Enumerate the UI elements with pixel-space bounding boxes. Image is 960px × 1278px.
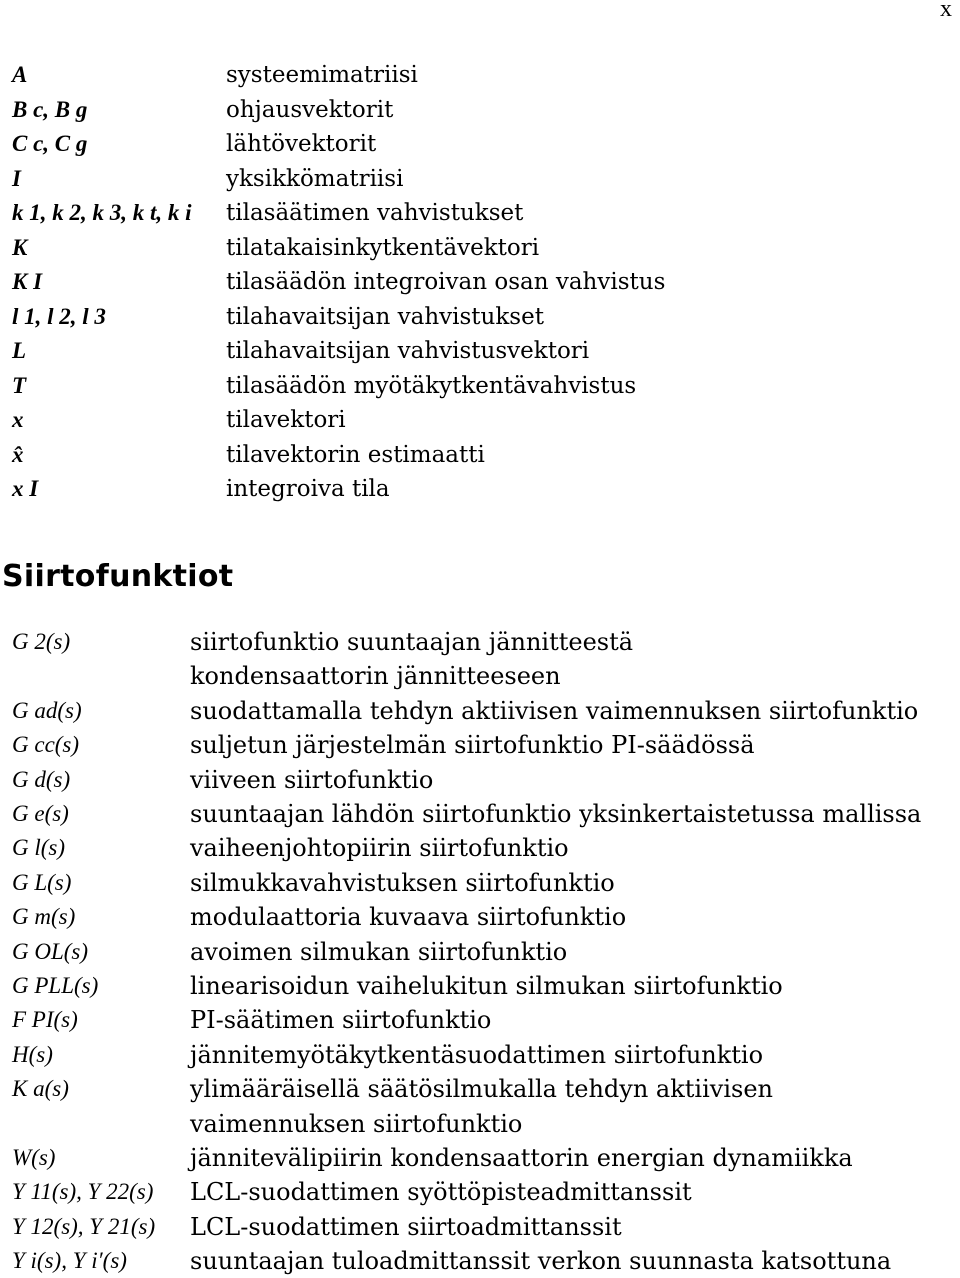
transfer-function-row xyxy=(0,1210,960,1244)
transfer-function-description: jännitemyötäkytkentäsuodattimen siirtofunktio xyxy=(190,1040,764,1069)
symbol-description: systeemimatriisi xyxy=(226,62,418,88)
transfer-function-description: avoimen silmukan siirtofunktio xyxy=(190,937,568,966)
symbol-row xyxy=(0,403,960,437)
symbol-symbol: T xyxy=(12,372,27,398)
transfer-function-description: suuntaajan lähdön siirtofunktio yksinkertaistetussa mallissa xyxy=(190,800,922,828)
transfer-function-symbol: G OL(s) xyxy=(12,938,89,964)
symbol-description: tilahavaitsijan vahvistukset xyxy=(226,303,544,330)
symbol-symbol: I xyxy=(12,165,21,191)
symbol-row xyxy=(0,162,960,196)
transfer-function-row xyxy=(0,728,960,762)
transfer-function-row xyxy=(0,1244,960,1278)
symbol-row xyxy=(0,438,960,472)
transfer-function-description: viiveen siirtofunktio xyxy=(190,765,434,794)
transfer-function-description: LCL-suodattimen siirtoadmittanssit xyxy=(190,1212,622,1241)
symbol-symbol: K xyxy=(12,234,28,260)
transfer-function-row xyxy=(0,625,960,659)
symbol-symbol: L xyxy=(12,338,27,363)
transfer-function-description: vaiheenjohtopiirin siirtofunktio xyxy=(190,834,569,863)
transfer-function-symbol: K a(s) xyxy=(12,1076,69,1102)
transfer-function-symbol: F PI(s) xyxy=(12,1007,78,1033)
symbol-row xyxy=(0,58,960,92)
symbol-symbol: x I xyxy=(12,476,39,501)
symbol-symbol: B c, B g xyxy=(12,96,88,122)
symbol-symbol: A xyxy=(12,62,28,87)
transfer-function-symbol: H(s) xyxy=(12,1041,53,1067)
transfer-function-row xyxy=(0,969,960,1003)
symbol-symbol: x̂ xyxy=(12,441,24,467)
transfer-function-description: vaimennuksen siirtofunktio xyxy=(190,1109,523,1138)
transfer-function-description: silmukkavahvistuksen siirtofunktio xyxy=(190,868,615,897)
transfer-function-symbol: Y i(s), Y i′(s) xyxy=(12,1248,127,1274)
transfer-function-row xyxy=(0,866,960,900)
section-heading: Siirtofunktiot xyxy=(2,559,234,594)
transfer-function-row xyxy=(0,1072,960,1106)
transfer-function-row xyxy=(0,831,960,865)
symbol-description: lähtövektorit xyxy=(226,131,377,157)
symbol-row xyxy=(0,196,960,230)
transfer-function-row xyxy=(0,797,960,831)
symbol-row xyxy=(0,472,960,506)
transfer-function-symbol: G 2(s) xyxy=(12,629,71,654)
symbol-symbol: l 1, l 2, l 3 xyxy=(12,303,106,329)
symbol-description: tilasäädön integroivan osan vahvistus xyxy=(226,269,666,295)
transfer-function-row xyxy=(0,1003,960,1037)
transfer-function-symbol: G m(s) xyxy=(12,904,76,930)
transfer-function-description: suodattamalla tehdyn aktiivisen vaimennuksen siirtofunktio xyxy=(190,696,919,725)
transfer-function-description: ylimääräisellä säätösilmukalla tehdyn aktiivisen xyxy=(190,1075,773,1104)
transfer-function-symbol: G cc(s) xyxy=(12,732,80,758)
symbol-row xyxy=(0,127,960,161)
symbol-symbol: C c, C g xyxy=(12,131,88,156)
transfer-function-row xyxy=(0,694,960,728)
transfer-function-symbol: Y 12(s), Y 21(s) xyxy=(12,1213,156,1239)
transfer-function-symbol: W(s) xyxy=(12,1145,56,1170)
symbol-symbol: K I xyxy=(12,269,43,294)
symbol-description: tilavektori xyxy=(226,407,346,433)
symbol-description: tilatakaisinkytkentävektori xyxy=(226,234,540,261)
transfer-function-row xyxy=(0,659,960,693)
transfer-function-row xyxy=(0,935,960,969)
symbol-description: ohjausvektorit xyxy=(226,96,394,123)
transfer-function-row xyxy=(0,1141,960,1175)
symbol-row xyxy=(0,300,960,334)
symbol-row xyxy=(0,231,960,265)
corner-mark: x xyxy=(940,0,952,22)
transfer-function-symbol: G e(s) xyxy=(12,801,69,826)
transfer-function-description: suljetun järjestelmän siirtofunktio PI-säädössä xyxy=(190,731,755,760)
symbol-description: yksikkömatriisi xyxy=(226,165,404,192)
transfer-function-description: siirtofunktio suuntaajan jännitteestä xyxy=(190,628,634,656)
transfer-function-row xyxy=(0,1038,960,1072)
transfer-function-description: kondensaattorin jännitteeseen xyxy=(190,662,561,691)
transfer-function-description: modulaattoria kuvaava siirtofunktio xyxy=(190,903,627,932)
symbol-symbol: x xyxy=(12,407,24,432)
transfer-function-row xyxy=(0,1107,960,1141)
symbol-description: tilasäädön myötäkytkentävahvistus xyxy=(226,372,637,399)
transfer-function-row xyxy=(0,900,960,934)
symbol-row xyxy=(0,265,960,299)
transfer-function-symbol: Y 11(s), Y 22(s) xyxy=(12,1179,154,1205)
symbol-description: tilasäätimen vahvistukset xyxy=(226,200,524,226)
transfer-function-symbol: G ad(s) xyxy=(12,697,82,723)
transfer-function-description: linearisoidun vaihelukitun silmukan siirtofunktio xyxy=(190,972,783,1000)
transfer-function-row xyxy=(0,763,960,797)
transfer-function-row xyxy=(0,1175,960,1209)
symbol-row xyxy=(0,93,960,127)
transfer-function-symbol: G L(s) xyxy=(12,869,72,895)
transfer-function-symbol: G PLL(s) xyxy=(12,973,99,998)
transfer-function-description: PI-säätimen siirtofunktio xyxy=(190,1006,492,1035)
symbol-description: integroiva tila xyxy=(226,476,390,502)
symbol-description: tilavektorin estimaatti xyxy=(226,441,485,468)
transfer-function-description: jännitevälipiirin kondensaattorin energian dynamiikka xyxy=(190,1144,853,1172)
transfer-function-description: LCL-suodattimen syöttöpisteadmittanssit xyxy=(190,1178,692,1207)
symbol-row xyxy=(0,334,960,368)
symbol-row xyxy=(0,369,960,403)
symbol-description: tilahavaitsijan vahvistusvektori xyxy=(226,338,590,364)
transfer-function-symbol: G l(s) xyxy=(12,835,66,861)
symbol-symbol: k 1, k 2, k 3, k t, k i xyxy=(12,200,192,225)
transfer-function-description: suuntaajan tuloadmittanssit verkon suunnasta katsottuna xyxy=(190,1247,892,1276)
transfer-function-symbol: G d(s) xyxy=(12,766,71,792)
